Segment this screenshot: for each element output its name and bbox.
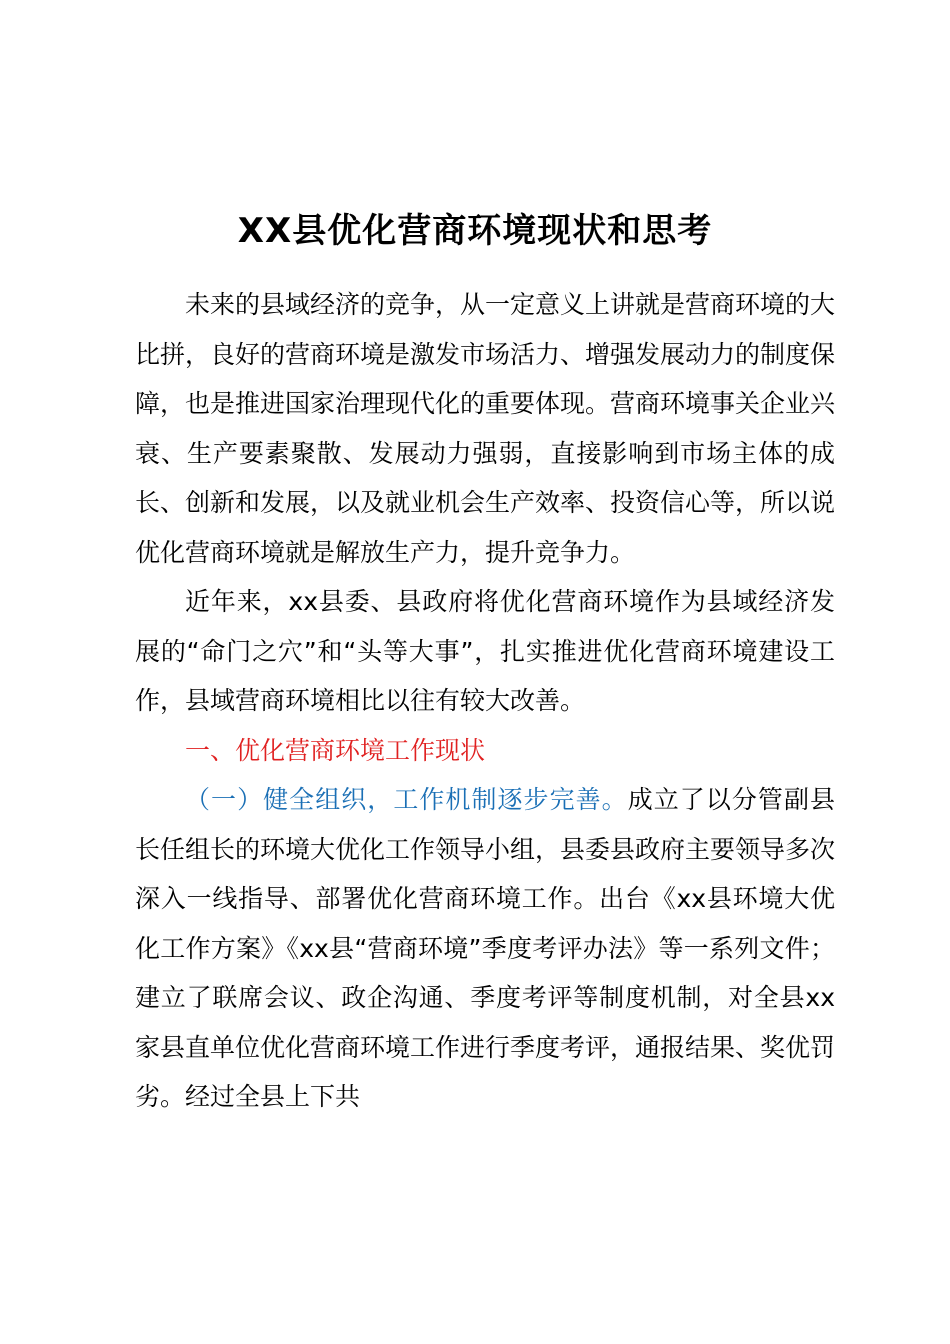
subsection-lead: （一）健全组织，工作机制逐步完善。 — [185, 785, 628, 814]
document-body — [135, 280, 835, 1122]
paragraph-intro: 未来的县域经济的竞争，从一定意义上讲就是营商环境的大比拼，良好的营商环境是激发市场活力、增强发展动力的制度保障，也是推进国家治理现代化的重要体现。营商环境事关企业兴衰、生产要素聚散、发展动力强弱，直接影响到市场主体的成长、创新和发展，以及就业机会生产效率、投资信心等，所以说优化营商环境就是解放生产力，提升竞争力。 — [135, 290, 836, 567]
section-heading: 一、优化营商环境工作现状 — [185, 735, 486, 765]
document-title: XX县优化营商环境现状和思考 — [237, 211, 713, 251]
paragraph-recent-years: 近年来，xx县委、县政府将优化营商环境作为县域经济发展的“命门之穴”和“头等大事”，扎实推进优化营商环境建设工作，县域营商环境相比以往有较大改善。 — [135, 587, 835, 715]
subsection-paragraph — [135, 775, 835, 1122]
subsection-text: 成立了以分管副县长任组长的环境大优化工作领导小组，县委县政府主要领导多次深入一线指导、部署优化营商环境工作。出台《xx县环境大优化工作方案》《xx县“营商环境”季度考评办法》等一系列文件；建立了联席会议、政企沟通、季度考评等制度机制，对全县xx家县直单位优化营商环境工作进行季度考评，通报结果、奖优罚劣。经过全县上下共 — [135, 785, 836, 1111]
